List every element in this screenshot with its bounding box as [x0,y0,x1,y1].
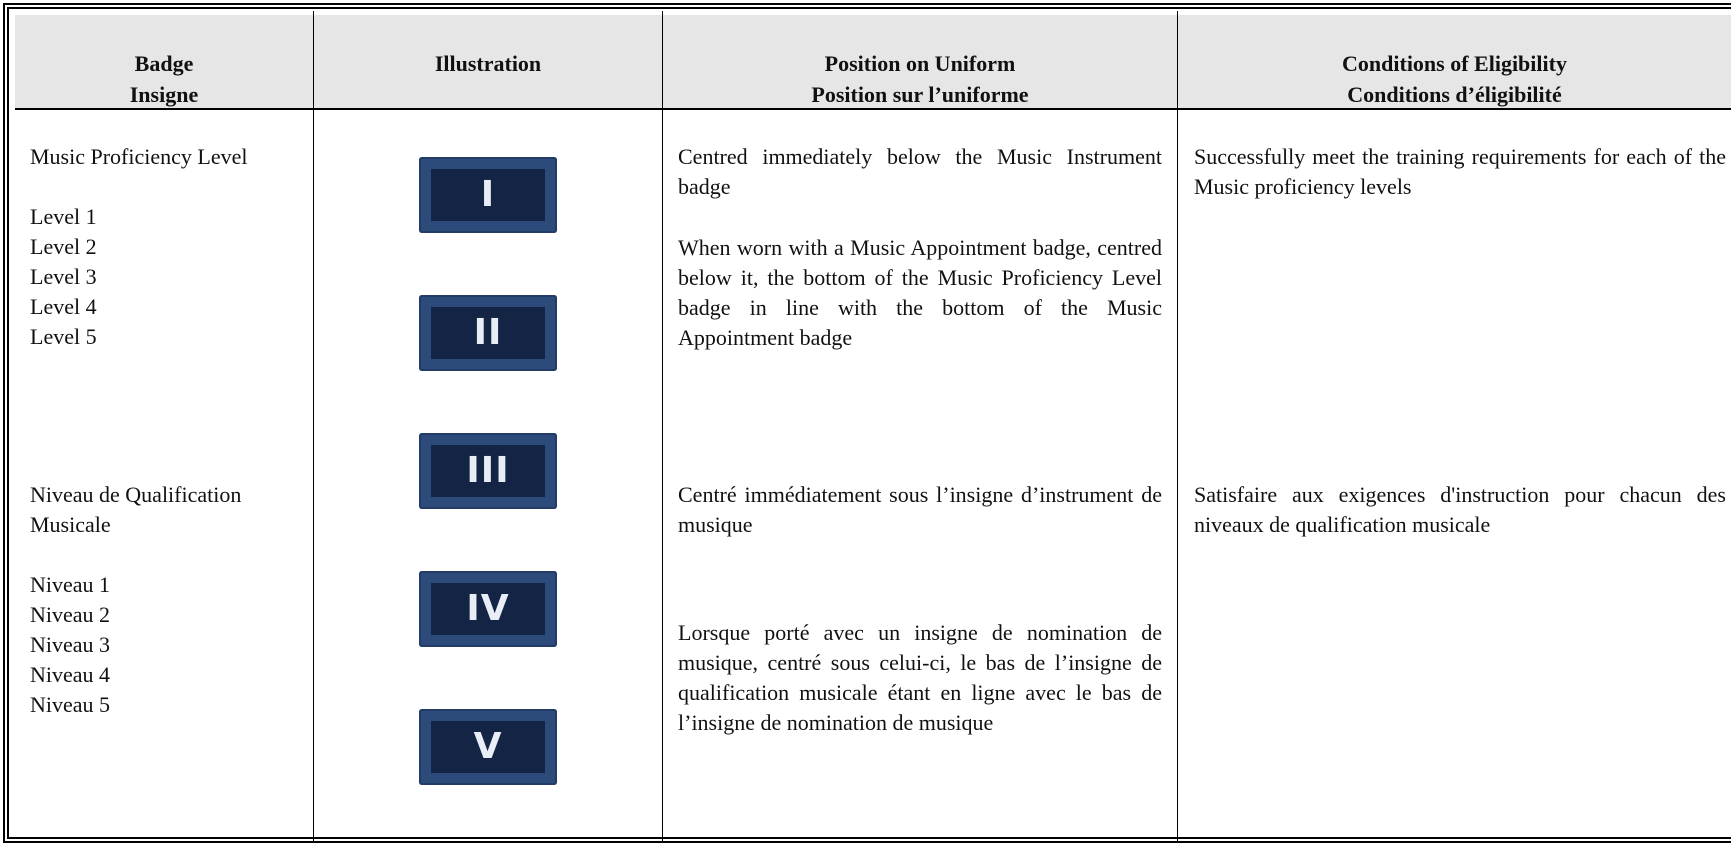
position-en-2: When worn with a Music Appointment badge, centred below it, the bottom of the Music Proficiency Level badge in line with the bottom of the Music Appointment badge [678,235,1162,350]
header-conditions [1178,48,1731,110]
badge-fr-level: Niveau 5 [30,692,111,717]
badge-en-level: Level 3 [30,264,97,289]
badge-en-block [30,142,310,352]
badge-fr-level: Niveau 4 [30,662,111,687]
badge-en-level: Level 4 [30,294,97,319]
badge-numeral: I [431,169,545,221]
header-illustration [314,48,662,79]
column-divider-3 [1177,11,1178,842]
position-fr-1: Centré immédiatement sous l’insigne d’instrument de musique [678,482,1162,537]
position-en-1: Centred immediately below the Music Instrument badge [678,144,1162,199]
header-position-fr: Position sur l’uniforme [811,82,1029,107]
header-badge-en: Badge [134,51,194,76]
badge-fr-block [30,480,310,720]
badge-fr-title: Niveau de Qualification [30,482,242,507]
header-position [663,48,1177,110]
badge-level-4-image [419,571,557,647]
badge-numeral: II [431,307,545,359]
badge-fr-level: Niveau 1 [30,572,111,597]
badge-fr-level: Niveau 3 [30,632,111,657]
header-badge [15,48,313,110]
header-badge-fr: Insigne [129,82,199,107]
header-conditions-fr: Conditions d’éligibilité [1347,82,1562,107]
badge-en-title: Music Proficiency Level [30,144,248,169]
conditions-en: Successfully meet the training requirements for each of the Music proficiency levels [1194,144,1726,199]
conditions-fr: Satisfaire aux exigences d'instruction pour chacun des niveaux de qualification musicale [1194,482,1726,537]
header-conditions-en: Conditions of Eligibility [1342,51,1567,76]
badge-level-1-image [419,157,557,233]
badge-numeral: IV [431,583,545,635]
badge-numeral: III [431,445,545,497]
badge-level-5-image [419,709,557,785]
badge-fr-level: Niveau 2 [30,602,111,627]
badge-level-3-image [419,433,557,509]
badge-level-2-image [419,295,557,371]
header-position-en: Position on Uniform [824,51,1016,76]
header-illustration-label: Illustration [434,51,542,76]
badge-fr-title: Musicale [30,512,111,537]
column-divider-2 [662,11,663,842]
badge-numeral: V [431,721,545,773]
badge-en-level: Level 1 [30,204,97,229]
badge-en-level: Level 5 [30,324,97,349]
badge-en-level: Level 2 [30,234,97,259]
column-divider-1 [313,11,314,842]
position-fr-2: Lorsque porté avec un insigne de nomination de musique, centré sous celui-ci, le bas de l’insigne de qualification musicale étant en ligne avec le bas de l’insigne de nomination de musique [678,620,1162,735]
